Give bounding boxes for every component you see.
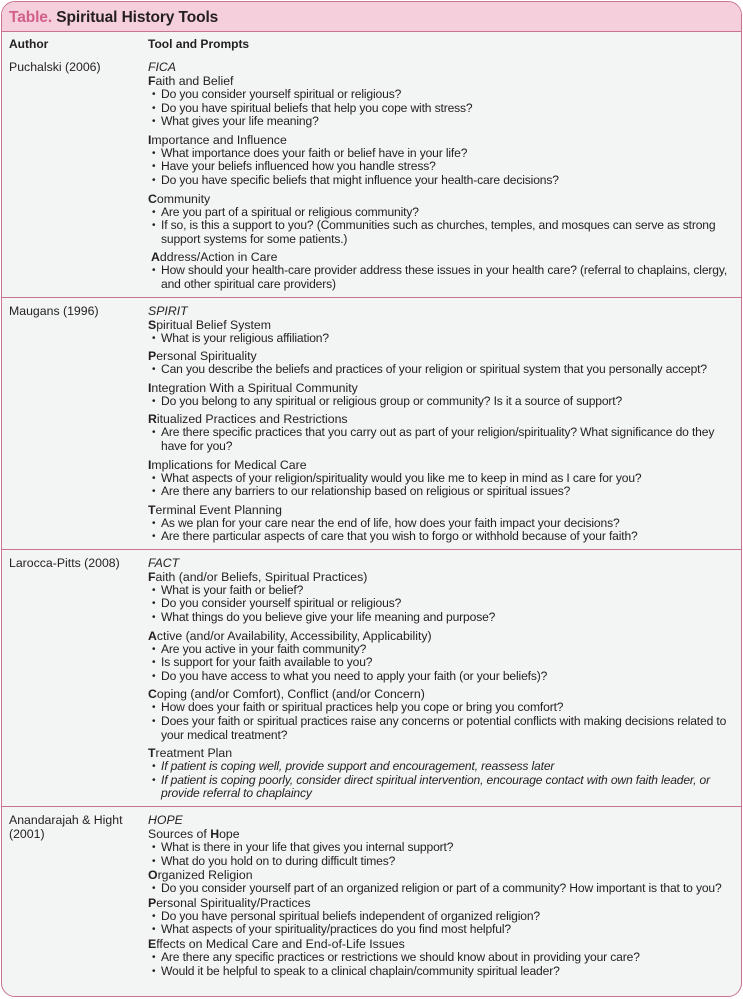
section-title-prefix: Sources of (148, 827, 211, 841)
section-title (148, 503, 735, 517)
section-title (148, 687, 735, 701)
prompt-item: • Do you have personal spiritual beliefs independent of organized religion? (148, 910, 735, 924)
prompt-section (148, 746, 735, 801)
section-title-initial: F (148, 74, 156, 88)
prompt-item: • What importance does your faith or belief have in your life? (148, 147, 735, 161)
prompt-section (148, 349, 735, 377)
tool-acronym: FACT (148, 555, 180, 570)
prompt-item: • Can you describe the beliefs and practices of your religion or spiritual system that you personally accept? (148, 363, 735, 377)
author-cell: Maugans (1996) (9, 303, 99, 318)
section-title-rest: ntegration With a Spiritual Community (151, 380, 358, 395)
prompt-item: • Are there any barriers to our relationship based on religious or spiritual issues? (148, 485, 735, 499)
section-title-rest: aith and Belief (155, 74, 234, 88)
section-title-rest: piritual Belief System (156, 317, 272, 332)
section-title-initial: I (148, 380, 152, 395)
prompt-list (148, 206, 735, 247)
section-title-initial: A (151, 250, 160, 265)
prompt-item: • Do you consider yourself spiritual or religious? (148, 88, 735, 102)
prompt-list (148, 951, 735, 978)
section-title-initial: P (148, 349, 157, 364)
tool-cell (148, 298, 741, 549)
prompt-item: • Do you consider yourself spiritual or religious? (148, 597, 735, 611)
caption-title: Spiritual History Tools (56, 9, 219, 26)
table-row (2, 297, 741, 549)
prompt-item: • Would it be helpful to speak to a clinical chaplain/community spiritual leader? (148, 965, 735, 979)
tool-acronym: FICA (148, 60, 177, 74)
section-title-initial: O (148, 868, 158, 883)
prompt-list (148, 363, 735, 377)
prompt-section (148, 250, 735, 291)
prompt-section (148, 133, 735, 188)
prompt-item: • How should your health-care provider address these issues in your health care? (referral to chaplains, clergy, and other spiritual care providers) (148, 264, 735, 291)
prompt-list (148, 584, 735, 625)
header-tool: Tool and Prompts (148, 37, 250, 51)
prompt-item: • What do you hold on to during difficult times? (148, 855, 735, 869)
prompt-section (148, 412, 735, 453)
tool-acronym: HOPE (148, 813, 183, 827)
prompt-section (148, 74, 735, 129)
section-title (148, 629, 735, 643)
section-title-initial: F (148, 569, 156, 584)
section-title (148, 868, 735, 882)
prompt-item: • Are you active in your faith community? (148, 643, 735, 657)
section-title-rest: ommunity (156, 191, 211, 206)
section-title-rest: aith (and/or Beliefs, Spiritual Practices) (155, 569, 368, 584)
prompt-list (148, 332, 735, 346)
prompt-section (148, 503, 735, 544)
table-row (2, 806, 741, 983)
section-title-initial: R (148, 412, 157, 427)
section-title-initial: E (148, 936, 157, 951)
tool-cell (148, 550, 741, 806)
section-title-initial: C (148, 687, 157, 702)
prompt-item: • Do you have access to what you need to apply your faith (or your beliefs)? (148, 670, 735, 684)
section-title (148, 896, 735, 910)
caption-label: Table. (9, 9, 53, 26)
prompt-section (148, 192, 735, 247)
section-title-initial: I (148, 132, 152, 147)
prompt-section (148, 827, 735, 868)
prompt-item: • How does your faith or spiritual practices help you cope or bring you comfort? (148, 701, 735, 715)
prompt-section (148, 381, 735, 409)
prompt-section (148, 629, 735, 684)
section-title-rest: ope (219, 827, 240, 841)
section-title (148, 349, 735, 363)
section-title (148, 318, 735, 332)
prompt-item: • If so, is this a support to you? (Communities such as churches, temples, and mosques can serve as strong support systems for some patients.) (148, 219, 735, 246)
section-title (148, 74, 735, 88)
prompt-list (148, 517, 735, 544)
prompt-section (148, 458, 735, 499)
prompt-list (148, 395, 735, 409)
prompt-item: • Do you have specific beliefs that might influence your health-care decisions? (148, 174, 735, 188)
table-row (2, 54, 741, 297)
prompt-list (148, 472, 735, 499)
prompt-list (148, 760, 735, 801)
section-title (148, 250, 735, 264)
section-title-initial: S (148, 317, 157, 332)
prompt-item: • What aspects of your spirituality/practices do you find most helpful? (148, 923, 735, 937)
section-title (148, 937, 735, 951)
prompt-list (148, 882, 735, 896)
section-title (148, 192, 735, 206)
prompt-item: • Are there particular aspects of care that you wish to forgo or withhold because of your faith? (148, 530, 735, 544)
table-body (2, 54, 741, 983)
author-cell: Anandarajah & Hight (2001) (9, 813, 123, 841)
prompt-item: • If patient is coping poorly, consider direct spiritual intervention, encourage contact with own faith leader, or provide referral to chaplaincy (148, 774, 735, 801)
section-title-initial: T (148, 502, 156, 517)
section-title (148, 570, 735, 584)
prompt-item: • Are there specific practices that you carry out as part of your religion/spirituality? What significance do they have for you? (148, 426, 735, 453)
section-title-initial: P (148, 895, 157, 910)
table-caption (2, 2, 741, 32)
section-title-rest: mplications for Medical Care (151, 457, 307, 472)
table-header-row (2, 32, 741, 54)
prompt-item: • What is there in your life that gives you internal support? (148, 841, 735, 855)
section-title-initial: I (148, 457, 152, 472)
prompt-list (148, 426, 735, 453)
section-title-rest: ctive (and/or Availability, Accessibility, Applicability) (156, 628, 432, 643)
prompt-item: • If patient is coping well, provide support and encouragement, reassess later (148, 760, 735, 774)
prompt-list (148, 643, 735, 684)
prompt-item: • What is your religious affiliation? (148, 332, 735, 346)
prompt-list (148, 910, 735, 937)
prompt-item: • What aspects of your religion/spirituality would you like me to keep in mind as I care for you? (148, 472, 735, 486)
prompt-item: • Do you have spiritual beliefs that help you cope with stress? (148, 102, 735, 116)
spiritual-history-table (1, 1, 742, 997)
prompt-section (148, 896, 735, 937)
prompt-section (148, 570, 735, 625)
header-author: Author (9, 37, 49, 51)
section-title-rest: ffects on Medical Care and End-of-Life Issues (156, 936, 405, 951)
prompt-item: • Are there any specific practices or restrictions we should know about in providing your care? (148, 951, 735, 965)
prompt-list (148, 88, 735, 129)
section-title-rest: oping (and/or Comfort), Conflict (and/or Concern) (156, 687, 425, 702)
prompt-list (148, 701, 735, 742)
prompt-list (148, 147, 735, 188)
author-cell: Larocca-Pitts (2008) (9, 555, 120, 570)
prompt-item: • What is your faith or belief? (148, 584, 735, 598)
section-title-rest: itualized Practices and Restrictions (156, 412, 348, 427)
section-title-rest: reatment Plan (155, 746, 233, 761)
section-title-rest: ersonal Spirituality (156, 349, 257, 364)
section-title-rest: ddress/Action in Care (159, 250, 278, 265)
tool-cell (148, 54, 741, 297)
prompt-item: • As we plan for your care near the end of life, how does your faith impact your decisions? (148, 517, 735, 531)
section-title (148, 381, 735, 395)
section-title-initial: C (148, 191, 157, 206)
tool-acronym: SPIRIT (148, 303, 188, 318)
prompt-item: • Have your beliefs influenced how you handle stress? (148, 160, 735, 174)
prompt-item: • What gives your life meaning? (148, 115, 735, 129)
prompt-item: • Does your faith or spiritual practices raise any concerns or potential conflicts with making decisions related to your medical treatment? (148, 715, 735, 742)
prompt-item: • Do you consider yourself part of an organized religion or part of a community? How important is that to you? (148, 882, 735, 896)
section-title-rest: erminal Event Planning (155, 502, 282, 517)
prompt-section (148, 687, 735, 742)
author-cell: Puchalski (2006) (9, 60, 101, 74)
section-title (148, 746, 735, 760)
section-title-rest: ersonal Spirituality/Practices (156, 895, 311, 910)
section-title (148, 827, 735, 841)
prompt-section (148, 318, 735, 346)
section-title-initial: H (210, 827, 220, 841)
section-title (148, 133, 735, 147)
section-title (148, 412, 735, 426)
prompt-list (148, 264, 735, 291)
section-title (148, 458, 735, 472)
section-title-initial: A (148, 628, 157, 643)
section-title-rest: mportance and Influence (151, 132, 287, 147)
table-row (2, 549, 741, 806)
prompt-list (148, 841, 735, 868)
prompt-item: • Do you belong to any spiritual or religious group or community? Is it a source of support? (148, 395, 735, 409)
tool-cell (148, 807, 741, 983)
prompt-section (148, 937, 735, 978)
prompt-section (148, 868, 735, 896)
section-title-rest: rganized Religion (157, 868, 253, 883)
prompt-item: • What things do you believe give your life meaning and purpose? (148, 611, 735, 625)
section-title-initial: T (148, 746, 156, 761)
prompt-item: • Is support for your faith available to you? (148, 656, 735, 670)
prompt-item: • Are you part of a spiritual or religious community? (148, 206, 735, 220)
